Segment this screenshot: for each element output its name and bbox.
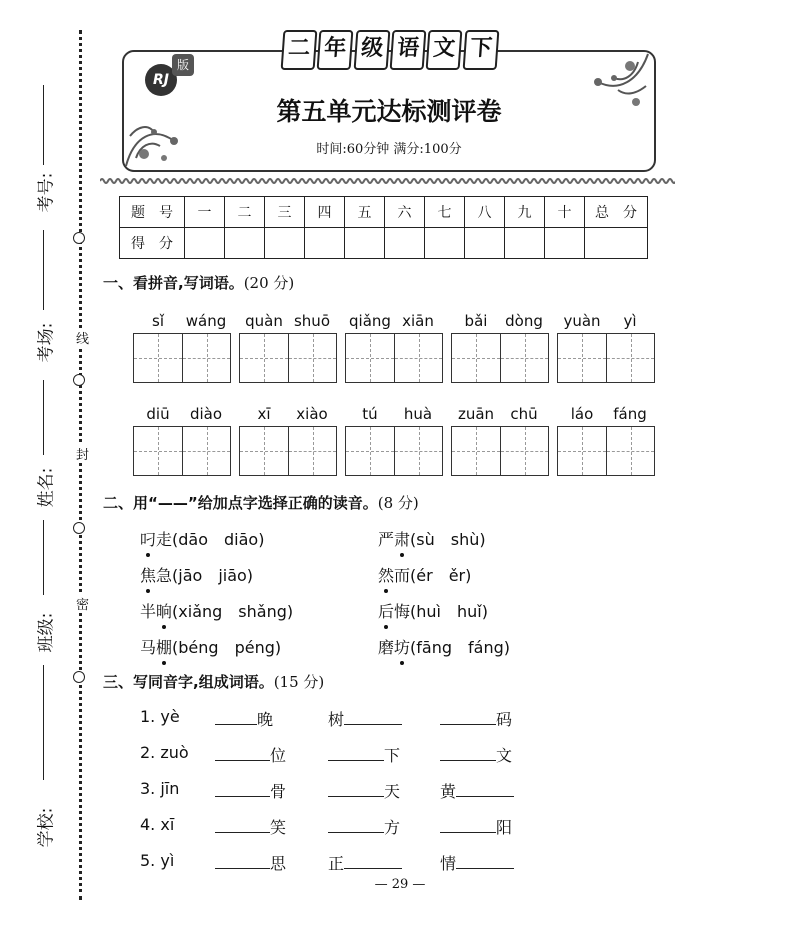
homophone-label: 3. jīn [140, 779, 180, 798]
grade-badge-char: 下 [462, 30, 499, 70]
score-input-cell[interactable] [185, 228, 225, 259]
homophone-label: 5. yì [140, 851, 175, 870]
seal-char-secret: 密 [76, 594, 89, 613]
grade-badge-char: 语 [390, 30, 427, 70]
field-school [24, 665, 64, 848]
pinyin: tú [362, 405, 378, 423]
writing-grid[interactable] [133, 333, 231, 383]
pronunciation-options: (fāng fáng) [410, 638, 510, 657]
dotted-char: 坊 [394, 635, 410, 658]
field-class [24, 520, 64, 653]
pronunciation-options: (sù shù) [410, 530, 486, 549]
field-exam-room [24, 230, 64, 370]
pinyin: diào [189, 405, 223, 423]
homophone-word[interactable]: 黄 [440, 779, 514, 802]
binding-hole [73, 522, 85, 534]
field-label: 学校: [36, 807, 57, 848]
pronunciation-item[interactable]: 后悔(huì huǐ) [378, 599, 488, 622]
homophone-word[interactable]: 方 [328, 815, 400, 838]
pinyin: xiān [402, 312, 434, 330]
homophone-word[interactable]: 情 [440, 851, 514, 874]
pinyin: chū [510, 405, 538, 423]
binding-hole [73, 374, 85, 386]
score-value-row [120, 228, 648, 259]
pinyin: xiào [296, 405, 328, 423]
section-3-title [103, 671, 324, 692]
page-title: 第五单元达标测评卷 [276, 97, 502, 126]
field-name [24, 380, 64, 510]
seal-char-seal: 封 [76, 444, 89, 463]
page-number: — 29 — [374, 877, 426, 892]
homophone-word[interactable]: 阳 [440, 815, 512, 838]
pinyin: yì [623, 312, 637, 330]
score-input-cell[interactable] [265, 228, 305, 259]
writing-grid[interactable] [345, 333, 443, 383]
writing-grid[interactable] [239, 333, 337, 383]
binding-hole [73, 671, 85, 683]
score-input-cell[interactable] [585, 228, 648, 259]
pinyin: shuō [293, 312, 330, 330]
grade-badge-char: 二 [281, 30, 318, 70]
homophone-word[interactable]: 思 [215, 851, 286, 874]
pinyin: sǐ [152, 312, 164, 330]
grade-badge-char: 文 [426, 30, 463, 70]
pronunciation-options: (dāo diāo) [172, 530, 265, 549]
pinyin: huà [403, 405, 433, 423]
section-2-heading: 二、用“——”给加点字选择正确的读音。 [103, 494, 378, 512]
field-label: 考场: [36, 322, 57, 363]
pronunciation-item[interactable]: 磨坊(fāng fáng) [378, 635, 510, 658]
score-input-cell[interactable] [305, 228, 345, 259]
score-table [119, 196, 648, 259]
homophone-word[interactable]: 晚 [215, 707, 273, 730]
score-input-cell[interactable] [225, 228, 265, 259]
pronunciation-options: (huì huǐ) [410, 602, 488, 621]
section-1-title [103, 272, 294, 293]
pinyin: yuàn [563, 312, 601, 330]
homophone-label: 2. zuò [140, 743, 189, 762]
score-cell: 五 [345, 197, 385, 228]
score-header-row [120, 197, 648, 228]
grade-badge [282, 30, 498, 70]
score-input-cell[interactable] [465, 228, 505, 259]
section-3-heading: 三、写同音字,组成词语。 [103, 673, 274, 691]
homophone-word[interactable]: 文 [440, 743, 512, 766]
score-cell: 得 分 [120, 228, 185, 259]
pronunciation-item[interactable]: 半晌(xiǎng shǎng) [140, 599, 293, 622]
homophone-word[interactable]: 码 [440, 707, 512, 730]
score-input-cell[interactable] [425, 228, 465, 259]
binding-dotted-line [79, 30, 82, 900]
field-underline [43, 380, 44, 455]
writing-grid[interactable] [451, 426, 549, 476]
field-exam-number [24, 85, 64, 215]
homophone-word[interactable]: 笑 [215, 815, 286, 838]
score-input-cell[interactable] [505, 228, 545, 259]
field-underline [43, 230, 44, 310]
wavy-divider [100, 177, 675, 185]
binding-hole [73, 232, 85, 244]
score-cell: 六 [385, 197, 425, 228]
pronunciation-item[interactable]: 严肃(sù shù) [378, 527, 486, 550]
pronunciation-item[interactable]: 然而(ér ěr) [378, 563, 471, 586]
field-underline [43, 520, 44, 595]
score-cell: 总 分 [585, 197, 648, 228]
pronunciation-options: (ér ěr) [410, 566, 472, 585]
pronunciation-options: (jāo jiāo) [172, 566, 254, 585]
dotted-char: 后 [378, 599, 394, 622]
score-input-cell[interactable] [385, 228, 425, 259]
homophone-label: 4. xī [140, 815, 175, 834]
binding-strip [0, 0, 100, 925]
field-label: 姓名: [36, 467, 57, 508]
pinyin: bǎi [464, 312, 488, 330]
grade-badge-char: 级 [353, 30, 390, 70]
homophone-word[interactable]: 正 [328, 851, 402, 874]
score-cell: 九 [505, 197, 545, 228]
pinyin: xī [257, 405, 271, 423]
section-1-points: (20 分) [243, 274, 295, 292]
score-input-cell[interactable] [345, 228, 385, 259]
pinyin: quàn [245, 312, 283, 330]
section-2-points: (8 分) [377, 494, 419, 512]
homophone-word[interactable]: 下 [328, 743, 400, 766]
homophone-word[interactable]: 位 [215, 743, 286, 766]
homophone-word[interactable]: 骨 [215, 779, 286, 802]
edition-badge: RJ [145, 64, 177, 96]
pronunciation-item[interactable]: 焦急(jāo jiāo) [140, 563, 253, 586]
pronunciation-options: (béng péng) [172, 638, 282, 657]
dotted-char: 肃 [394, 527, 410, 550]
writing-grid[interactable] [451, 333, 549, 383]
dotted-char: 然 [378, 563, 394, 586]
homophone-word[interactable]: 树 [328, 707, 402, 730]
score-cell: 八 [465, 197, 505, 228]
score-cell: 题 号 [120, 197, 185, 228]
writing-grid[interactable] [557, 426, 655, 476]
pronunciation-item[interactable]: 叼走(dāo diāo) [140, 527, 264, 550]
dotted-char: 叼 [140, 527, 156, 550]
seal-char-line: 线 [76, 328, 89, 347]
dotted-char: 焦 [140, 563, 156, 586]
dotted-char: 棚 [156, 635, 172, 658]
homophone-label: 1. yè [140, 707, 180, 726]
field-label: 考号: [36, 172, 57, 213]
writing-grid[interactable] [557, 333, 655, 383]
pinyin: wáng [185, 312, 227, 330]
score-input-cell[interactable] [545, 228, 585, 259]
pinyin: diū [146, 405, 170, 423]
pinyin: zuān [457, 405, 495, 423]
pronunciation-item[interactable]: 马棚(béng péng) [140, 635, 281, 658]
score-cell: 十 [545, 197, 585, 228]
pinyin: qiǎng [349, 312, 391, 330]
section-1-heading: 一、看拼音,写词语。 [103, 274, 244, 292]
grade-badge-char: 年 [317, 30, 354, 70]
writing-grid[interactable] [239, 426, 337, 476]
score-cell: 一 [185, 197, 225, 228]
writing-grid[interactable] [345, 426, 443, 476]
score-cell: 二 [225, 197, 265, 228]
section-2-title [103, 492, 419, 513]
pronunciation-options: (xiǎng shǎng) [172, 602, 294, 621]
writing-grid[interactable] [133, 426, 231, 476]
field-underline [43, 665, 44, 780]
pinyin: fáng [613, 405, 647, 423]
score-cell: 四 [305, 197, 345, 228]
score-cell: 七 [425, 197, 465, 228]
field-underline [43, 85, 44, 165]
edition-suffix: 版 [172, 54, 194, 76]
dotted-char: 晌 [156, 599, 172, 622]
score-cell: 三 [265, 197, 305, 228]
section-3-points: (15 分) [273, 673, 325, 691]
time-info: 时间:60分钟 满分:100分 [316, 142, 462, 157]
homophone-word[interactable]: 天 [328, 779, 400, 802]
pinyin: láo [570, 405, 594, 423]
pinyin: dòng [505, 312, 543, 330]
field-label: 班级: [36, 612, 57, 653]
